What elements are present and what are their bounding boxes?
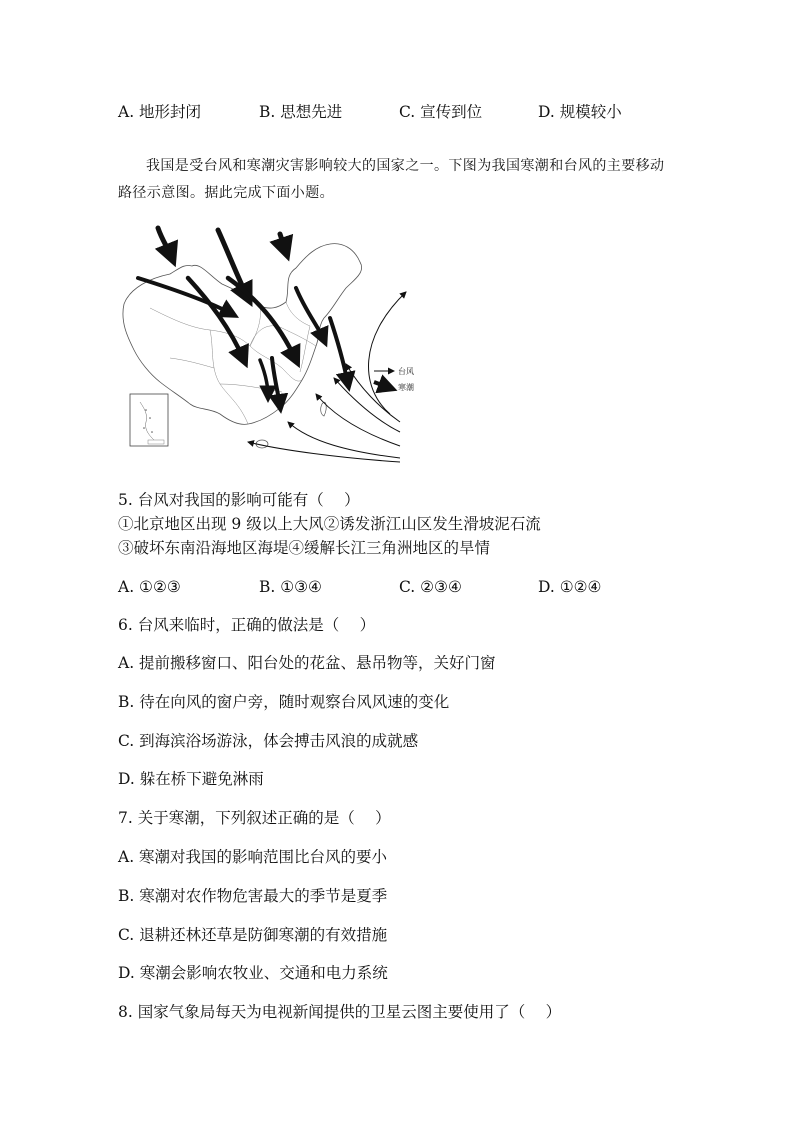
coldwave-paths bbox=[138, 228, 348, 406]
q7-option-d[interactable]: D. 寒潮会影响农牧业、交通和电力系统 bbox=[118, 964, 388, 982]
q7-option-c[interactable]: C. 退耕还林还草是防御寒潮的有效措施 bbox=[118, 926, 388, 944]
legend-coldwave-label: 寒潮 bbox=[398, 383, 414, 392]
q6-option-d[interactable]: D. 躲在桥下避免淋雨 bbox=[118, 770, 264, 788]
prev-option-a[interactable]: A. 地形封闭 bbox=[118, 103, 202, 121]
q5-option-c[interactable]: C. ②③④ bbox=[399, 578, 462, 596]
q5-option-b[interactable]: B. ①③④ bbox=[259, 578, 322, 596]
q6-stem: 6. 台风来临时，正确的做法是（ ） bbox=[118, 616, 376, 634]
prev-option-c[interactable]: C. 宣传到位 bbox=[399, 103, 483, 121]
province-borders bbox=[150, 302, 316, 424]
map-legend bbox=[374, 366, 414, 392]
legend-typhoon-label: 台风 bbox=[398, 367, 414, 376]
q5-stem: 5. 台风对我国的影响可能有（ ） bbox=[118, 491, 360, 509]
q5-statements-2: ③破坏东南沿海地区海堤④缓解长江三角洲地区的旱情 bbox=[118, 539, 491, 557]
q5-statements-1: ①北京地区出现 9 级以上大风②诱发浙江山区发生滑坡泥石流 bbox=[118, 515, 541, 533]
typhoon-coldwave-map bbox=[110, 218, 420, 468]
q7-option-b[interactable]: B. 寒潮对农作物危害最大的季节是夏季 bbox=[118, 887, 388, 905]
q5-option-d[interactable]: D. ①②④ bbox=[538, 578, 602, 596]
q7-stem: 7. 关于寒潮，下列叙述正确的是（ ） bbox=[118, 809, 391, 827]
q7-option-a[interactable]: A. 寒潮对我国的影响范围比台风的要小 bbox=[118, 848, 388, 866]
q6-option-b[interactable]: B. 待在向风的窗户旁，随时观察台风风速的变化 bbox=[118, 693, 450, 711]
q6-option-c[interactable]: C. 到海滨浴场游泳，体会搏击风浪的成就感 bbox=[118, 732, 419, 750]
q6-option-a[interactable]: A. 提前搬移窗口、阳台处的花盆、悬吊物等，关好门窗 bbox=[118, 654, 496, 672]
prev-option-b[interactable]: B. 思想先进 bbox=[259, 103, 343, 121]
q8-stem: 8. 国家气象局每天为电视新闻提供的卫星云图主要使用了（ ） bbox=[118, 1003, 562, 1021]
china-outline bbox=[123, 244, 362, 425]
intro-paragraph: 我国是受台风和寒潮灾害影响较大的国家之一。下图为我国寒潮和台风的主要移动路径示意图。据此完成下面小题。 bbox=[118, 158, 665, 201]
south-china-sea-inset bbox=[130, 394, 168, 446]
prev-option-d[interactable]: D. 规模较小 bbox=[538, 103, 622, 121]
q5-option-a[interactable]: A. ①②③ bbox=[118, 578, 181, 596]
